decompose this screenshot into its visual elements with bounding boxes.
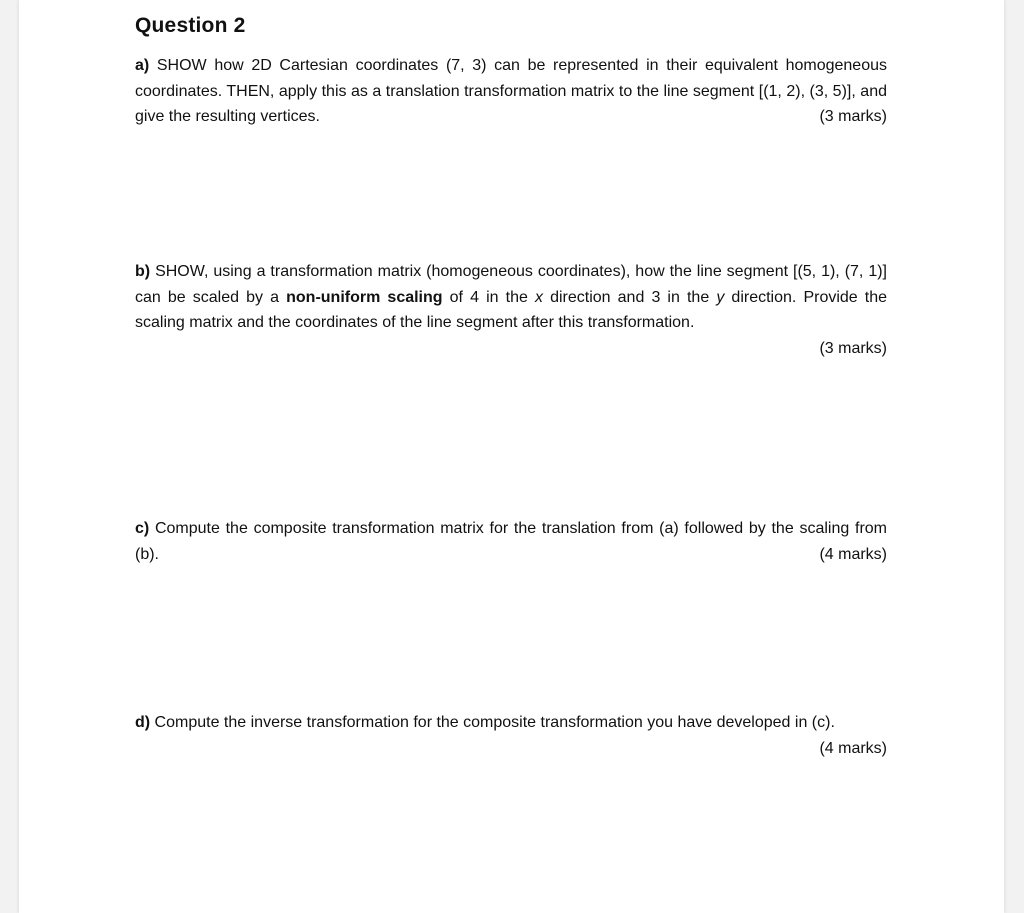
question-a-label: a) [135,57,150,74]
question-b-body-2: of 4 in the [442,288,535,306]
question-c-body: Compute the composite transformation matrix for the translation from (a) followed by the scaling from (b). [135,520,887,563]
question-d-label: d) [135,714,151,731]
question-d [135,710,887,761]
question-a-text [135,53,887,130]
question-b-body-1: SHOW, using a transformation matrix (homogeneous coordinates), how the line segment [(5, 1), (7, 1)] can be scaled by a [135,263,887,306]
question-d-body: Compute the inverse transformation for the composite transformation you have developed in (c). [150,714,835,731]
question-b-label: b) [135,263,151,280]
question-b-body-3: direction and 3 in the [542,288,717,306]
question-b-var-x: x [534,288,543,306]
question-a-marks: (3 marks) [819,108,887,126]
question-b-emphasis: non-uniform scaling [286,288,443,306]
question-b-text [135,259,887,336]
question-d-text [135,710,887,757]
question-b-var-y: y [716,288,725,306]
question-a [135,53,887,130]
page-title: Question 2 [135,14,246,37]
question-b [135,259,887,362]
question-c [135,516,887,567]
question-a-body: SHOW how 2D Cartesian coordinates (7, 3) can be represented in their equivalent homogeneous coordinates. THEN, apply this as a translation transformation matrix to the line segment [(1, 2), (3, 5)], and give the resulting vertices. [135,57,887,126]
question-c-marks: (4 marks) [819,545,887,563]
document-page [19,0,1004,913]
question-d-marks: (4 marks) [819,739,887,757]
question-b-body-4: direction. Provide the scaling matrix and the coordinates of the line segment after this transformation. [135,288,888,332]
question-b-marks: (3 marks) [819,340,887,358]
question-c-label: c) [135,520,150,537]
question-c-text [135,516,887,567]
